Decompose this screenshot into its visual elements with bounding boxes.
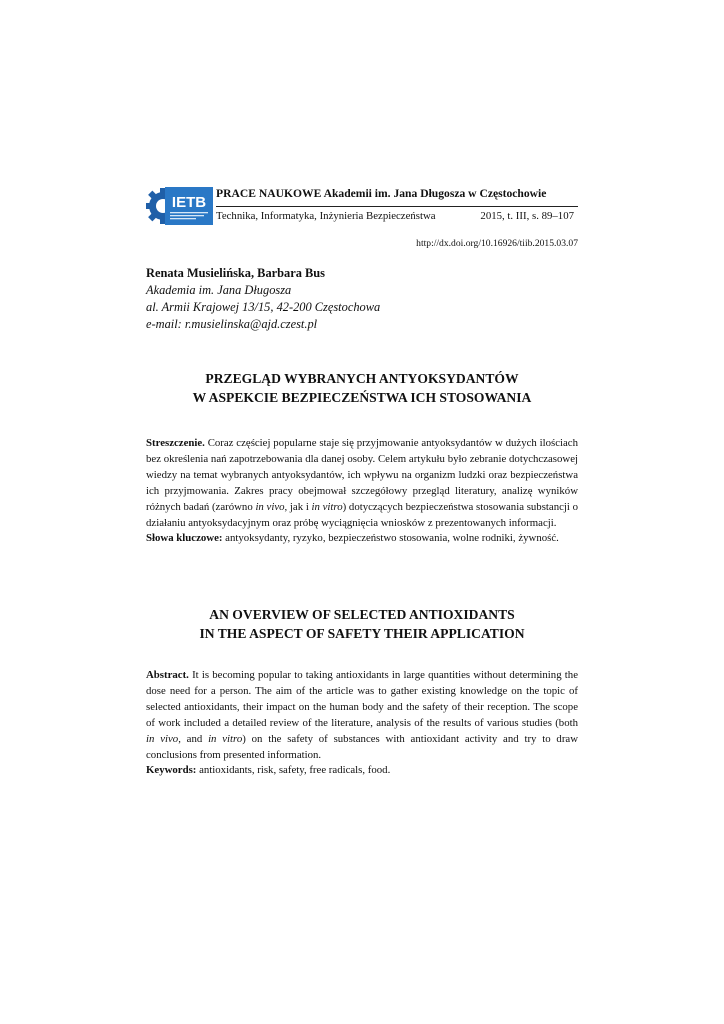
title-english-line-1: AN OVERVIEW OF SELECTED ANTIOXIDANTS bbox=[209, 607, 515, 622]
abstract-english-in-vitro: in vitro bbox=[208, 732, 243, 745]
logo-text: IETB bbox=[171, 194, 207, 211]
abstract-english-in-vivo: in vivo bbox=[146, 732, 179, 745]
abstract-english-text-2: , and bbox=[178, 732, 209, 745]
title-polish-line-2: W ASPEKCIE BEZPIECZEŃSTWA ICH STOSOWANIA bbox=[192, 390, 532, 405]
abstract-english-label: Abstract. bbox=[146, 669, 189, 681]
abstract-english-body bbox=[146, 668, 578, 763]
title-english bbox=[146, 605, 578, 643]
abstract-polish-in-vivo: in vivo bbox=[255, 500, 285, 513]
author-block bbox=[146, 265, 380, 333]
author-affiliation: Akademia im. Jana Długosza bbox=[146, 283, 292, 297]
journal-logo bbox=[146, 183, 214, 229]
journal-title: PRACE NAUKOWE Akademii im. Jana Długosza w Częstochowie bbox=[216, 187, 547, 200]
keywords-english-label: Keywords: bbox=[146, 764, 197, 777]
keywords-polish-label: Słowa kluczowe: bbox=[146, 532, 223, 545]
author-email[interactable]: e-mail: r.musielinska@ajd.czest.pl bbox=[146, 317, 318, 331]
abstract-polish-label: Streszczenie. bbox=[146, 437, 205, 449]
abstract-polish-body bbox=[146, 436, 578, 531]
title-english-line-2: IN THE ASPECT OF SAFETY THEIR APPLICATION bbox=[199, 626, 525, 641]
abstract-polish-text-3: ) dotyczących bezpieczeństwa stosowania substancji o działaniu antyoksydacyjnym oraz próbę wyciągnięcia wniosków z prezentowanych informacji. bbox=[146, 500, 578, 529]
abstract-polish-text-2: , jak i bbox=[284, 500, 312, 513]
journal-volume: 2015, t. III, s. 89–107 bbox=[480, 210, 574, 222]
keywords-english-text: antioxidants, risk, safety, free radicals, food. bbox=[196, 764, 391, 777]
abstract-english-text-3: ) on the safety of substances with antioxidant activity and try to draw conclusions from presented information. bbox=[146, 732, 579, 761]
journal-series: Technika, Informatyka, Inżynieria Bezpieczeństwa bbox=[216, 210, 436, 222]
abstract-polish-in-vitro: in vitro bbox=[311, 500, 343, 513]
keywords-english bbox=[146, 763, 578, 779]
author-address: al. Armii Krajowej 13/15, 42-200 Częstochowa bbox=[146, 300, 381, 314]
abstract-polish bbox=[146, 436, 578, 547]
author-names: Renata Musielińska, Barbara Bus bbox=[146, 266, 325, 280]
abstract-polish-text-1: Coraz częściej popularne staje się przyjmowanie antyoksydantów w dużych ilościach bez określenia nań zapotrzebowania dla danej osoby. Celem artykułu było zebranie dotychczasowej wiedzy na temat wybranych antyoksydantów, ich wpływu na organizm ludzki oraz bezpieczeństwa ich przyjmowania. Zakres pracy obejmował szczegółowy przegląd literatury, analizę wyników różnych badań (zarówno bbox=[146, 437, 578, 513]
title-polish bbox=[146, 369, 578, 407]
doi-link[interactable]: http://dx.doi.org/10.16926/tiib.2015.03.07 bbox=[416, 238, 578, 249]
journal-header bbox=[146, 183, 578, 229]
header-rule bbox=[216, 206, 578, 207]
keywords-polish-text: antyoksydanty, ryzyko, bezpieczeństwo stosowania, wolne rodniki, żywność. bbox=[222, 532, 559, 545]
abstract-english bbox=[146, 668, 578, 779]
title-polish-line-1: PRZEGLĄD WYBRANYCH ANTYOKSYDANTÓW bbox=[205, 371, 519, 386]
keywords-polish bbox=[146, 531, 578, 547]
abstract-english-text-1: It is becoming popular to taking antioxidants in large quantities without determining the dose need for a person. The aim of the article was to gather existing knowledge on the topic of selected antioxidants, their impact on the human body and the safety of their reception. The scope of work included a detailed review of the literature, analysis of the results of various studies (both bbox=[146, 669, 578, 729]
